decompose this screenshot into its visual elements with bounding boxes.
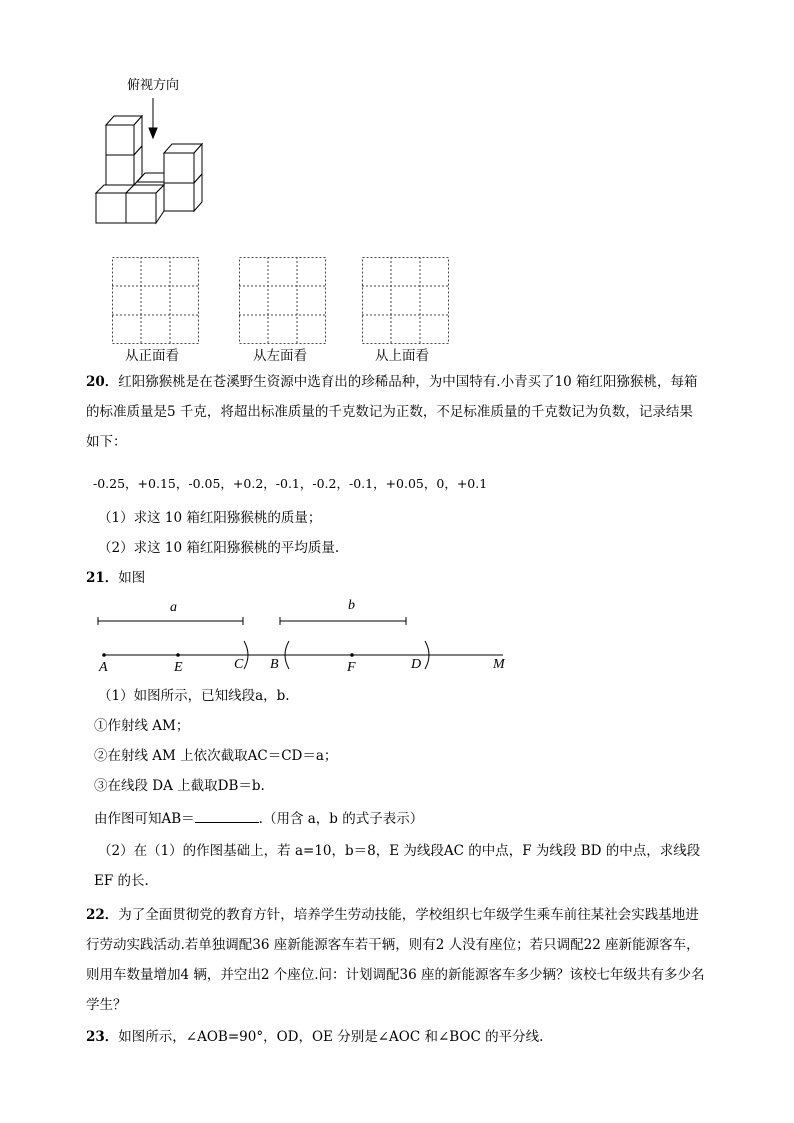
question-20-part1: （1）求这 10 箱红阳猕猴桃的质量；	[98, 510, 322, 526]
question-20-part2: （2）求这 10 箱红阳猕猴桃的平均质量.	[98, 540, 340, 556]
point-label-c: C	[234, 657, 244, 672]
question-21-conclusion: 由作图可知AB＝ .（用含 a，b 的式子表示）	[94, 808, 423, 829]
segment-b-label: b	[348, 598, 355, 613]
question-number: 22．	[86, 907, 119, 923]
view-direction-label: 俯视方向	[127, 78, 180, 93]
question-23-line1: 23．如图所示，∠AOB=90°，OD，OE 分别是∠AOC 和∠BOC 的平分线.	[86, 1029, 544, 1045]
question-20-data: -0.25，+0.15，-0.05，+0.2，-0.1，-0.2，-0.1，+0.05，0，+0.1	[93, 476, 488, 491]
question-20-line2: 的标准质量是5 千克，将超出标准质量的千克数记为正数，不足标准质量的千克数记为负数，记录结果	[86, 404, 693, 420]
grid-label-top: 从上面看	[375, 348, 429, 364]
grid-label-front: 从正面看	[125, 348, 179, 364]
point-label-a: A	[99, 660, 108, 675]
question-22-line3: 则用车数量增加4 辆，并空出2 个座位.问：计划调配36 座的新能源客车多少辆？该校七年级共有多少名	[86, 967, 705, 983]
question-22-line2: 行劳动实践活动.若单独调配36 座新能源客车若干辆，则有2 人没有座位；若只调配22 座新能源客车，	[86, 937, 700, 953]
point-label-e: E	[174, 660, 183, 675]
question-22-line1: 22．为了全面贯彻党的教育方针，培养学生劳动技能，学校组织七年级学生乘车前往某社会实践基地进	[86, 907, 699, 923]
point-label-d: D	[411, 657, 422, 672]
question-21-part2-line1: （2）在（1）的作图基础上，若 a=10，b＝8，E 为线段AC 的中点，F 为线段 BD 的中点，求线段	[98, 843, 701, 859]
point-a-dot	[102, 653, 106, 657]
point-label-b: B	[270, 657, 279, 672]
answer-blank[interactable]	[195, 808, 259, 823]
question-number: 21．	[86, 570, 119, 586]
grid-label-left: 从左面看	[253, 348, 307, 364]
point-label-m: M	[493, 657, 505, 672]
point-e-dot	[176, 653, 180, 657]
question-20-line3: 如下：	[86, 434, 127, 450]
question-21-part2-line2: EF 的长.	[94, 873, 149, 889]
question-21-part1-intro: （1）如图所示，已知线段a，b.	[98, 688, 290, 704]
question-21-title: 21．如图	[86, 570, 146, 586]
point-f-dot	[350, 653, 354, 657]
question-21-step3: ③在线段 DA 上截取DB＝b.	[94, 778, 265, 794]
question-21-step2: ②在射线 AM 上依次截取AC＝CD＝a；	[94, 748, 338, 764]
question-number: 23．	[86, 1029, 119, 1045]
question-20-line1: 20．红阳猕猴桃是在苍溪野生资源中选育出的珍稀品种，为中国特有.小青买了10 箱红阳猕猴桃，每箱	[86, 374, 698, 390]
question-number: 20．	[86, 374, 119, 390]
question-22-line4: 学生？	[86, 997, 127, 1013]
point-label-f: F	[347, 660, 356, 675]
segment-a-label: a	[170, 600, 177, 615]
question-21-step1: ①作射线 AM；	[94, 718, 190, 734]
